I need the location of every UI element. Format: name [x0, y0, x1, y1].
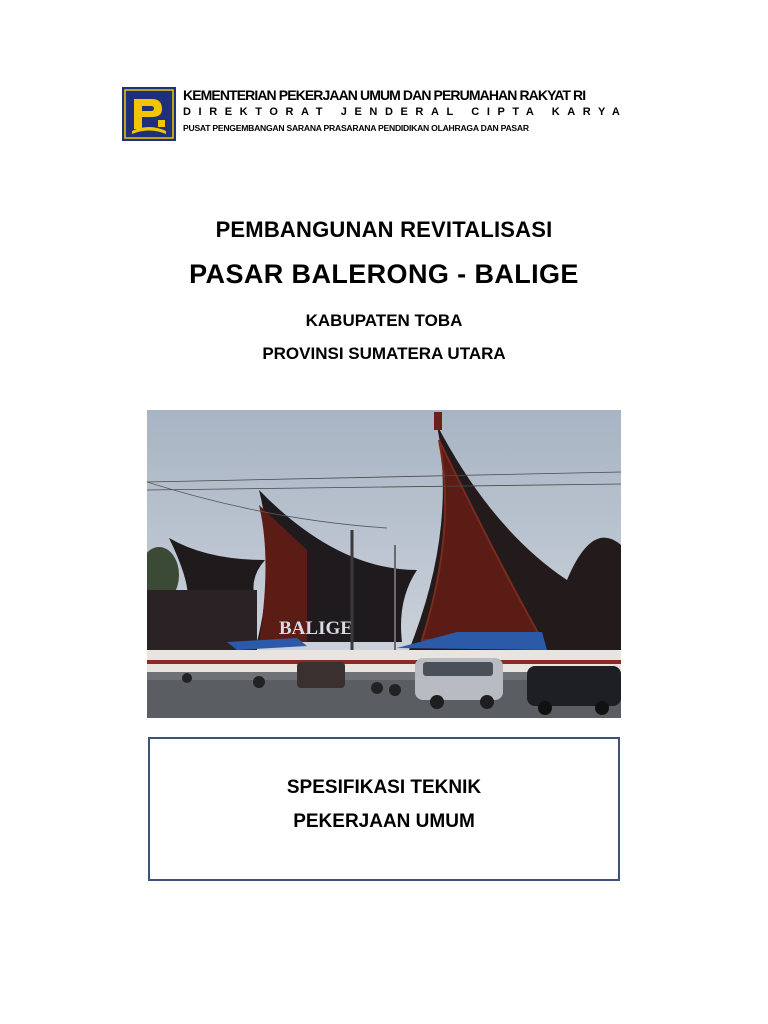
pu-ministry-logo-icon — [122, 87, 176, 141]
title-main: PASAR BALERONG - BALIGE — [189, 259, 579, 289]
spec-title-box — [148, 737, 620, 881]
balige-sign-text: BALIGE — [279, 618, 353, 639]
directorate-name: DIREKTORAT JENDERAL CIPTA KARYA — [183, 106, 628, 118]
center-name: PUSAT PENGEMBANGAN SARANA PRASARANA PENDIDIKAN OLAHRAGA DAN PASAR — [183, 123, 529, 133]
spec-title-line-1: SPESIFIKASI TEKNIK — [286, 777, 482, 798]
title-regency: KABUPATEN TOBA — [305, 311, 463, 330]
title-province: PROVINSI SUMATERA UTARA — [262, 344, 506, 363]
market-building-photo — [147, 410, 621, 718]
spec-title-line-2: PEKERJAAN UMUM — [293, 811, 475, 832]
letterhead — [183, 87, 628, 134]
ministry-name: KEMENTERIAN PEKERJAAN UMUM DAN PERUMAHAN RAKYAT RI — [183, 87, 586, 103]
title-line-1: PEMBANGUNAN REVITALISASI — [215, 217, 553, 242]
